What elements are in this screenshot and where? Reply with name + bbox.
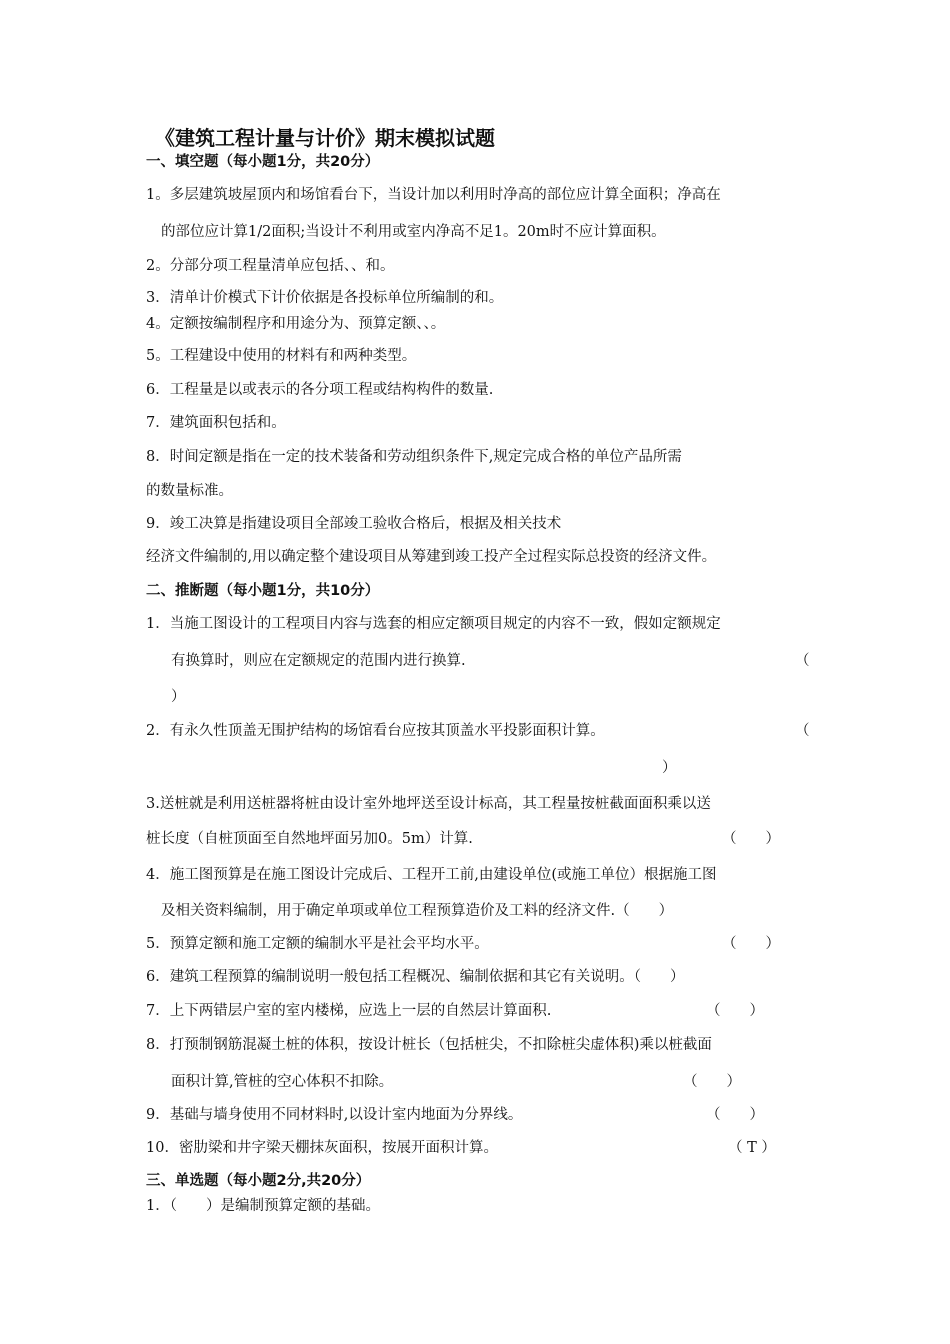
question-line: 8．打预制钢筋混凝土桩的体积，按设计桩长（包括桩尖，不扣除桩尖虚体积)乘以桩截面 (146, 1037, 712, 1053)
section-heading-fill-in: 一、填空题（每小题1分，共20分） (146, 154, 380, 170)
question-line: 10．密肋梁和井字梁天棚抹灰面积，按展开面积计算。 (146, 1140, 498, 1156)
question-line: 1。多层建筑坡屋顶内和场馆看台下，当设计加以利用时净高的部位应计算全面积；净高在 (146, 187, 721, 203)
question-line: 1．（ ）是编制预算定额的基础。 (146, 1198, 380, 1214)
answer-brackets: （ ） (683, 1074, 741, 1090)
question-line: 的部位应计算1/2面积;当设计不利用或室内净高不足1。20m时不应计算面积。 (161, 224, 666, 240)
answer-brackets: （ ） (722, 936, 780, 952)
question-line: 经济文件编制的,用以确定整个建设项目从筹建到竣工投产全过程实际总投资的经济文件。 (146, 549, 717, 565)
question-line: 8．时间定额是指在一定的技术装备和劳动组织条件下,规定完成合格的单位产品所需 (146, 449, 682, 465)
question-line: 6．建筑工程预算的编制说明一般包括工程概况、编制依据和其它有关说明。（ ） (146, 969, 685, 985)
question-line: 桩长度（自桩顶面至自然地坪面另加0。5m）计算. (146, 831, 473, 847)
question-line: 9．竣工决算是指建设项目全部竣工验收合格后，根据及相关技术 (146, 516, 562, 532)
answer-bracket-close: ） (662, 760, 677, 776)
question-line: 1．当施工图设计的工程项目内容与选套的相应定额项目规定的内容不一致，假如定额规定 (146, 616, 721, 632)
question-line: 7．建筑面积包括和。 (146, 415, 286, 431)
section-heading-single-choice: 三、单选题（每小题2分,共20分） (146, 1173, 371, 1189)
answer-bracket-close: ） (171, 689, 186, 705)
question-line: 面积计算,管桩的空心体积不扣除。 (171, 1074, 394, 1090)
question-line: 3．清单计价模式下计价依据是各投标单位所编制的和。 (146, 290, 504, 306)
answer-brackets: （ T ） (728, 1140, 776, 1156)
answer-bracket-open: （ (795, 653, 810, 669)
question-line: 2。分部分项工程量清单应包括、、和。 (146, 258, 395, 274)
page-title: 《建筑工程计量与计价》期末模拟试题 (155, 126, 495, 150)
question-line: 的数量标准。 (146, 483, 233, 499)
question-line: 及相关资料编制，用于确定单项或单位工程预算造价及工料的经济文件.（ ） (161, 903, 674, 919)
question-line: 4．施工图预算是在施工图设计完成后、工程开工前,由建设单位(或施工单位）根据施工图 (146, 867, 717, 883)
answer-brackets: （ ） (706, 1003, 764, 1019)
question-line: 6．工程量是以或表示的各分项工程或结构构件的数量. (146, 382, 494, 398)
answer-bracket-open: （ (795, 723, 810, 739)
question-line: 7．上下两错层户室的室内楼梯，应选上一层的自然层计算面积. (146, 1003, 552, 1019)
question-line: 3.送桩就是利用送桩器将桩由设计室外地坪送至设计标高，其工程量按桩截面面积乘以送 (146, 796, 711, 812)
answer-brackets: （ ） (722, 831, 780, 847)
question-line: 有换算时，则应在定额规定的范围内进行换算. (171, 653, 466, 669)
question-line: 9．基础与墙身使用不同材料时,以设计室内地面为分界线。 (146, 1107, 523, 1123)
question-line: 5。工程建设中使用的材料有和两种类型。 (146, 348, 417, 364)
question-line: 2．有永久性顶盖无围护结构的场馆看台应按其顶盖水平投影面积计算。 (146, 723, 605, 739)
question-line: 5．预算定额和施工定额的编制水平是社会平均水平。 (146, 936, 489, 952)
question-line: 4。定额按编制程序和用途分为、预算定额、、。 (146, 316, 446, 332)
section-heading-true-false: 二、推断题（每小题1分，共10分） (146, 583, 380, 599)
answer-brackets: （ ） (706, 1107, 764, 1123)
